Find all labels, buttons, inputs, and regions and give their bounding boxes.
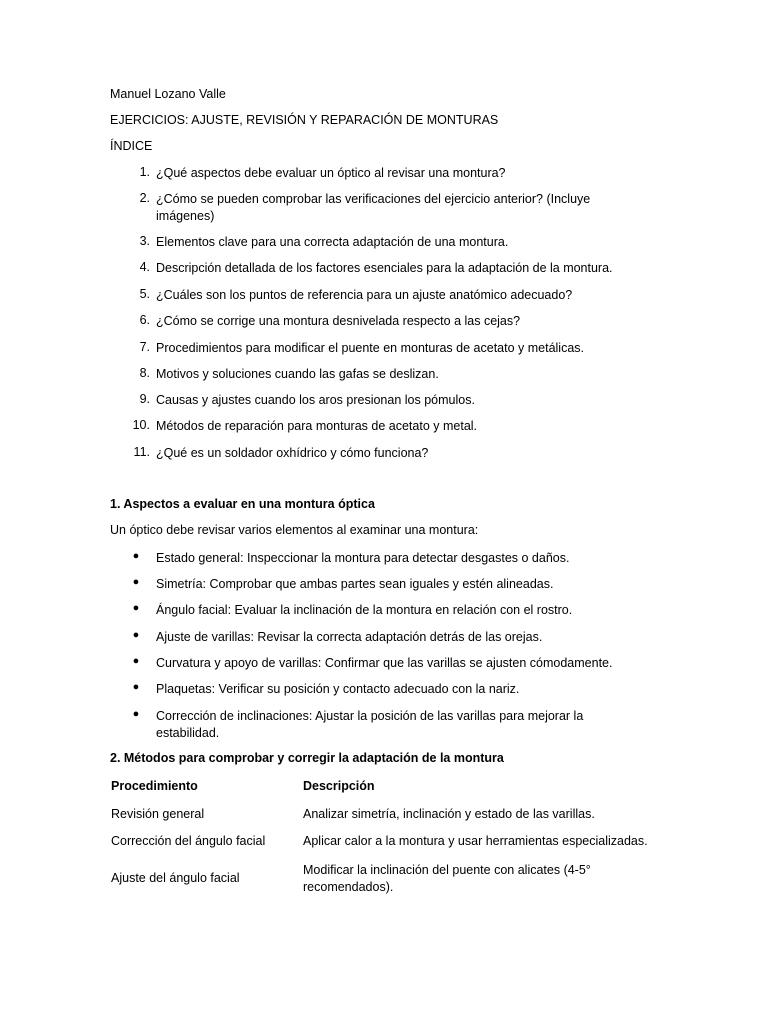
index-heading: ÍNDICE [110,139,153,153]
index-item-text: Procedimientos para modificar el puente en monturas de acetato y metálicas. [156,341,585,355]
list-item-text: Simetría: Comprobar que ambas partes sean iguales y estén alineadas. [156,577,554,591]
list-item-text: Ángulo facial: Evaluar la inclinación de la montura en relación con el rostro. [156,603,573,617]
index-item-text: ¿Cuáles son los puntos de referencia para un ajuste anatómico adecuado? [156,288,573,302]
index-item-number: 5. [139,287,150,301]
list-item-text: Curvatura y apoyo de varillas: Confirmar que las varillas se ajusten cómodamente. [156,656,613,670]
index-item-text: Métodos de reparación para monturas de acetato y metal. [156,419,478,433]
bullet-icon: ● [132,576,140,588]
list-item-text: Plaquetas: Verificar su posición y contacto adecuado con la nariz. [156,682,520,696]
index-item-number: 10. [132,418,150,432]
index-item-text: ¿Qué es un soldador oxhídrico y cómo funciona? [156,446,429,460]
table-cell: Revisión general [111,807,205,821]
index-item-text: ¿Cómo se corrige una montura desnivelada respecto a las cejas? [156,314,521,328]
index-item-number: 2. [139,191,150,205]
table-cell: Analizar simetría, inclinación y estado de las varillas. [303,807,595,821]
table-header-descripcion: Descripción [303,779,375,793]
index-item-number: 1. [139,165,150,179]
index-item-text: ¿Qué aspectos debe evaluar un óptico al revisar una montura? [156,166,506,180]
index-item-number: 6. [139,313,150,327]
bullet-icon: ● [132,681,140,693]
table-cell: Ajuste del ángulo facial [111,871,240,885]
bullet-icon: ● [132,655,140,667]
section2-heading: 2. Métodos para comprobar y corregir la adaptación de la montura [110,751,504,765]
index-item-number: 9. [139,392,150,406]
author-name: Manuel Lozano Valle [110,87,226,101]
index-item-text: Motivos y soluciones cuando las gafas se deslizan. [156,367,439,381]
index-item-text: Elementos clave para una correcta adaptación de una montura. [156,235,509,249]
index-item-text: Descripción detallada de los factores esenciales para la adaptación de la montura. [156,261,613,275]
table-header-procedimiento: Procedimiento [111,779,198,793]
list-item-text: Ajuste de varillas: Revisar la correcta adaptación detrás de las orejas. [156,630,543,644]
list-item-text: Estado general: Inspeccionar la montura para detectar desgastes o daños. [156,551,570,565]
list-item-text: Corrección de inclinaciones: Ajustar la posición de las varillas para mejorar la estabilidad. [156,709,584,740]
table-cell: Corrección del ángulo facial [111,834,266,848]
index-item-number: 7. [139,340,150,354]
index-item-text: ¿Cómo se pueden comprobar las verificaciones del ejercicio anterior? (Incluye imágenes) [156,192,591,223]
index-item-text: Causas y ajustes cuando los aros presionan los pómulos. [156,393,475,407]
index-item-number: 3. [139,234,150,248]
document-title: EJERCICIOS: AJUSTE, REVISIÓN Y REPARACIÓN DE MONTURAS [110,113,499,127]
bullet-icon: ● [132,629,140,641]
table-cell: Modificar la inclinación del puente con alicates (4-5° recomendados). [303,863,591,894]
index-item-number: 11. [133,445,150,459]
bullet-icon: ● [132,550,140,562]
section1-intro: Un óptico debe revisar varios elementos al examinar una montura: [110,523,479,537]
table-cell: Aplicar calor a la montura y usar herramientas especializadas. [303,834,648,848]
bullet-icon: ● [132,602,140,614]
index-item-number: 4. [139,260,150,274]
section1-heading: 1. Aspectos a evaluar en una montura óptica [110,497,375,511]
index-item-number: 8. [139,366,150,380]
bullet-icon: ● [132,708,140,720]
